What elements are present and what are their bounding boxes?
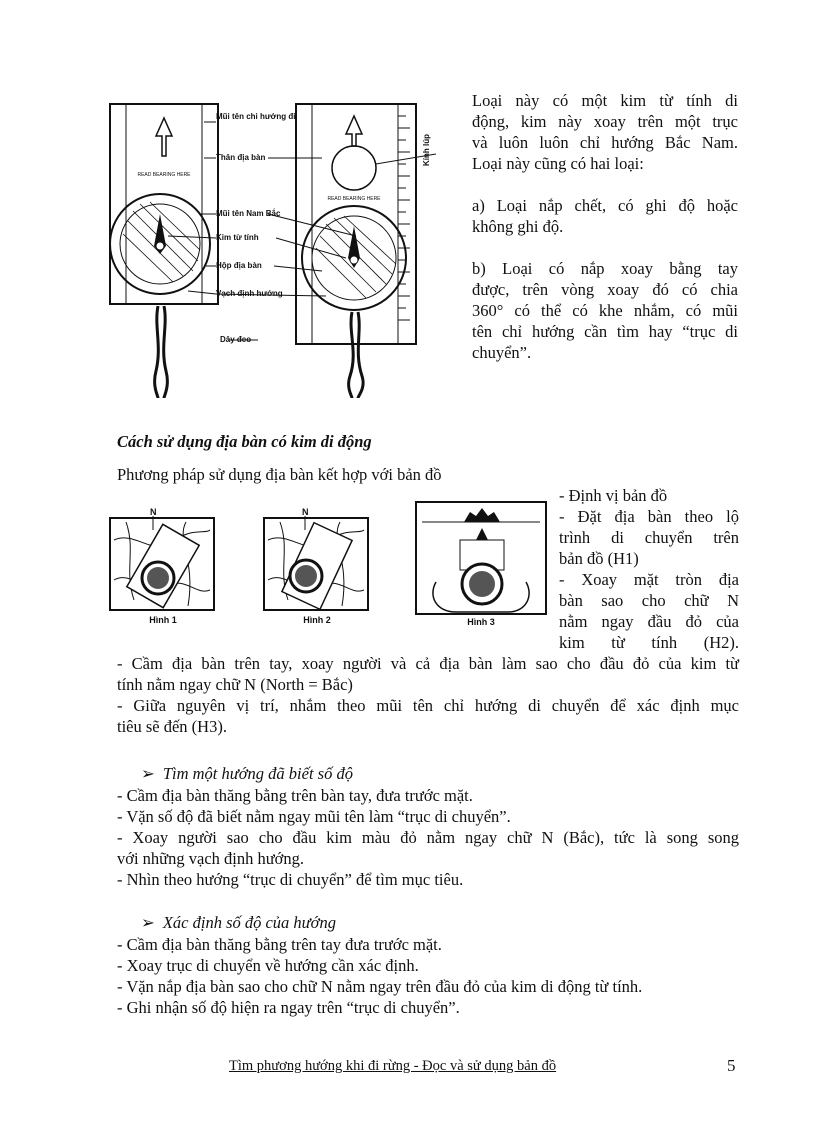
subsection-1-title [141,764,353,784]
label-housing: Hộp địa bàn [216,261,262,270]
sub2-line: - Vặn nắp địa bàn sao cho chữ N nằm ngay trên đầu đỏ của kim di động từ tính. [117,977,643,996]
body-line: - Cầm địa bàn trên tay, xoay người và cả địa bàn làm sao cho đầu đỏ của kim từ [117,654,739,673]
step-line: - Định vị bản đồ [559,486,668,505]
read-bearing-right: READ BEARING HERE [327,196,381,202]
sub2-line: - Xoay trục di chuyển về hướng cần xác định. [117,956,419,975]
label-mirror: Kính lúp [422,134,431,166]
body-line: - Giữa nguyên vị trí, nhắm theo mũi tên chỉ hướng di chuyển để xác định mục [117,696,739,715]
figure-2 [264,507,368,610]
step-line: bản đồ (H1) [559,549,639,568]
intro-line: Loại này cũng có hai loại: [472,154,644,173]
figure-1-label: Hình 1 [149,615,177,625]
sub1-line: với những vạch định hướng. [117,849,305,868]
subsection-1-title-text: Tìm một hướng đã biết số độ [162,764,353,783]
body-text [117,653,739,737]
compass-drawing [108,96,448,398]
section-title: Cách sử dụng địa bàn có kim di động [117,432,372,451]
intro-line: Loại này có một kim từ tính di [472,91,738,110]
label-base: Thân địa bàn [216,153,266,162]
label-orienting-lines: Vạch định hướng [216,289,283,298]
fig2-north: N [302,507,309,517]
intro-line: tên chỉ hướng cần tìm hay “trục di [472,322,738,341]
bullet-arrow-icon: ➢ [141,913,155,932]
label-lanyard: Dây đeo [220,335,252,344]
label-north-needle: Mũi tên Nam Bắc [216,209,281,218]
label-magnetic-needle: Kim từ tính [216,233,259,242]
figure-3-label: Hình 3 [467,617,495,627]
compass-figure [108,96,448,398]
figure-3 [416,502,546,614]
subsection-1-body [117,785,739,890]
footer-title: Tìm phương hướng khi đi rừng - Đọc và sử dụng bản đồ [229,1058,557,1074]
bullet-arrow-icon: ➢ [141,764,155,783]
sub2-line: - Cầm địa bàn thăng bằng trên tay đưa trước mặt. [117,935,442,954]
body-line: tiêu sẽ đến (H3). [117,717,227,736]
intro-line: b) Loại có nắp xoay bằng tay [472,259,738,278]
subsection-2-body [117,934,739,1018]
intro-text [472,90,738,363]
intro-line: được, trên vòng xoay đó có chia [472,280,738,299]
body-line: tính nằm ngay chữ N (North = Bắc) [117,675,353,694]
intro-line: động, kim này xoay trên một trục [472,112,738,131]
method-line: Phương pháp sử dụng địa bàn kết hợp với bản đồ [117,465,442,484]
page-number: 5 [727,1056,736,1075]
intro-line: chuyển”. [472,343,532,362]
label-arrow: Mũi tên chỉ hướng đi [216,112,296,121]
sub1-line: - Xoay người sao cho đầu kim màu đỏ nằm ngay chữ N (Bắc), tức là song song [117,828,739,847]
step-line: trình di chuyển trên [559,528,739,547]
step-line: bàn sao cho chữ N [559,591,739,610]
step-line: - Đặt địa bàn theo lộ [559,507,739,526]
fig1-north: N [150,507,157,517]
intro-line: và luôn luôn chỉ hướng Bắc Nam. [472,133,738,152]
subsection-2-title-text: Xác định số độ của hướng [162,913,336,932]
intro-line: không ghi độ. [472,217,564,236]
right-steps [559,485,739,653]
step-line: nằm ngay đầu đỏ của [559,612,739,631]
intro-line: 360° có thể có khe nhắm, có mũi [472,301,738,320]
figures-row [106,500,550,632]
sub1-line: - Cầm địa bàn thăng bằng trên bàn tay, đưa trước mặt. [117,786,473,805]
step-line: kim từ tính (H2). [559,633,739,652]
figures-drawing [106,500,550,632]
subsection-2-title [141,913,336,933]
sub1-line: - Nhìn theo hướng “trục di chuyển” để tìm mục tiêu. [117,870,464,889]
figure-1 [110,507,214,610]
figure-2-label: Hình 2 [303,615,331,625]
sub1-line: - Vặn số độ đã biết nằm ngay mũi tên làm “trục di chuyển”. [117,807,511,826]
step-line: - Xoay mặt tròn địa [559,570,739,589]
read-bearing-left: READ BEARING HERE [137,172,191,178]
intro-line: a) Loại nắp chết, có ghi độ hoặc [472,196,738,215]
sub2-line: - Ghi nhận số độ hiện ra ngay trên “trục di chuyển”. [117,998,460,1017]
